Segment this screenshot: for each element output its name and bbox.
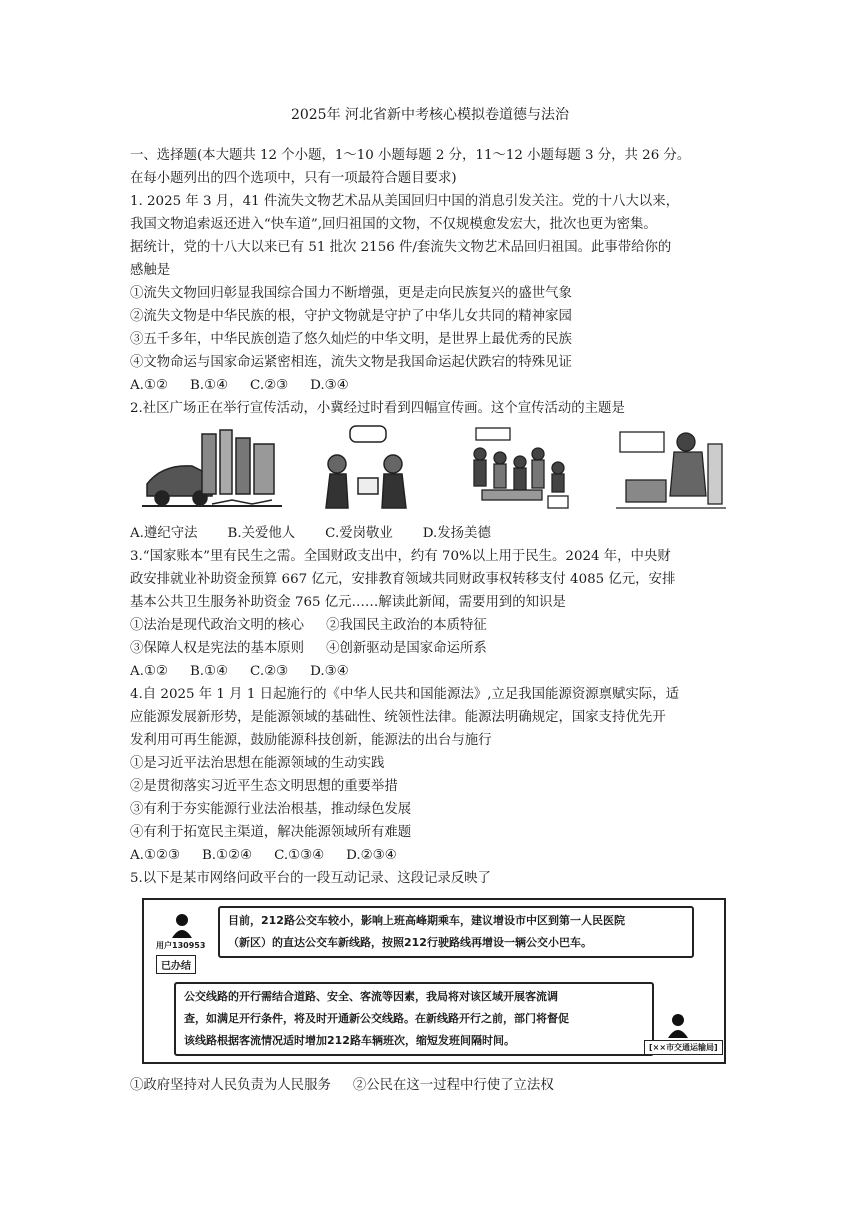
q4-stem-line: 4.自 2025 年 1 月 1 日起施行的《中华人民共和国能源法》,立足我国能源资源禀赋实际，适	[130, 687, 679, 702]
handshake-picture	[320, 424, 420, 512]
q1-stem-line: 我国文物追索返还进入“快车道”,回归祖国的文物，不仅规模愈发宏大，批次也更为密集。	[130, 217, 657, 232]
q4-stem-line: 发利用可再生能源，鼓励能源科技创新，能源法的出台与施行	[130, 733, 492, 748]
q3-option-b[interactable]: B.①④	[189, 664, 229, 679]
lab-picture	[616, 424, 726, 512]
q3-items-row	[130, 614, 730, 637]
q1-item: ①流失文物回归彰显我国综合国力不断增强，更是走向民族复兴的盛世气象	[130, 286, 572, 301]
q3-item: ①法治是现代政治文明的核心	[130, 618, 305, 633]
q2-option-a[interactable]: A.遵纪守法	[130, 526, 198, 541]
q3-item: ③保障人权是宪法的基本原则	[130, 641, 305, 656]
q4-item: ③有利于夯实能源行业法治根基，推动绿色发展	[130, 802, 412, 817]
interaction-record-panel	[142, 898, 726, 1064]
section-heading: 一、选择题(本大题共 12 个小题，1～10 小题每题 2 分，11～12 小题每题 3 分，共 26 分。	[130, 148, 691, 163]
q1-item: ②流失文物是中华民族的根，守护文物就是守护了中华儿女共同的精神家园	[130, 309, 572, 324]
q2-options	[130, 522, 730, 545]
q1-option-c[interactable]: C.②③	[250, 378, 289, 393]
q2-pictures	[130, 424, 730, 514]
q3-stem-line: 政安排就业补助资金预算 667 亿元，安排教育领域共同财政事权转移支付 4085 亿元，安排	[130, 572, 676, 587]
q5-items-row	[130, 1074, 730, 1097]
q4-option-b[interactable]: B.①②④	[201, 848, 253, 863]
user-message-line: 目前，212路公交车较小，影响上班高峰期乘车，建议增设市中区到第一人民医院	[228, 914, 625, 927]
q4-option-a[interactable]: A.①②③	[130, 848, 180, 863]
user-id-label: 用户130953	[156, 941, 206, 950]
reply-message-line: 该线路根据客流情况适时增加212路车辆班次，缩短发班间隔时间。	[184, 1034, 515, 1047]
q2-option-d[interactable]: D.发扬美德	[422, 526, 491, 541]
q3-options	[130, 660, 730, 683]
section-instructions: 在每小题列出的四个选项中，只有一项最符合题目要求)	[130, 171, 457, 186]
q5-item: ①政府坚持对人民负责为人民服务	[130, 1078, 331, 1093]
q2-stem: 2.社区广场正在举行宣传活动，小冀经过时看到四幅宣传画。这个宣传活动的主题是	[130, 401, 625, 416]
question-2	[130, 397, 730, 545]
q3-items-row	[130, 637, 730, 660]
q1-stem-line: 据统计，党的十八大以来已有 51 批次 2156 件/套流失文物艺术品回归祖国。此事带给你的	[130, 240, 672, 255]
q4-option-d[interactable]: D.②③④	[346, 848, 397, 863]
q1-stem-line: 1. 2025 年 3 月，41 件流失文物艺术品从美国回归中国的消息引发关注。党的十八大以来，	[130, 194, 679, 209]
q3-stem-line: 基本公共卫生服务补助资金 765 亿元……解读此新闻，需要用到的知识是	[130, 595, 566, 610]
q1-option-d[interactable]: D.③④	[310, 378, 349, 393]
q1-item: ③五千多年，中华民族创造了悠久灿烂的中华文明，是世界上最优秀的民族	[130, 332, 572, 347]
crowd-picture	[466, 424, 576, 512]
street-scene-picture	[142, 424, 282, 512]
q5-item: ②公民在这一过程中行使了立法权	[352, 1078, 554, 1093]
done-status-tag: 已办结	[156, 955, 196, 974]
q4-item: ②是贯彻落实习近平生态文明思想的重要举措	[130, 779, 398, 794]
exam-page	[130, 104, 730, 890]
q3-option-c[interactable]: C.②③	[250, 664, 289, 679]
bureau-label: [××市交通运输局]	[644, 1040, 723, 1055]
q3-item: ②我国民主政治的本质特征	[326, 618, 487, 633]
reply-message-line: 查，如满足开行条件，将及时开通新公交线路。在新线路开行之前，部门将督促	[184, 1012, 569, 1025]
reply-message-bubble	[174, 982, 654, 1056]
question-4	[130, 683, 730, 867]
q1-option-a[interactable]: A.①②	[130, 378, 168, 393]
q2-option-b[interactable]: B.关爱他人	[227, 526, 296, 541]
q3-option-a[interactable]: A.①②	[130, 664, 168, 679]
q4-stem-line: 应能源发展新形势，是能源领域的基础性、统领性法律。能源法明确规定，国家支持优先开	[130, 710, 666, 725]
bureau-avatar-icon	[666, 1012, 690, 1038]
q4-options	[130, 844, 730, 867]
q1-options	[130, 374, 730, 397]
question-1	[130, 190, 730, 397]
question-5	[130, 867, 730, 890]
q4-item: ①是习近平法治思想在能源领域的生动实践	[130, 756, 385, 771]
q1-item: ④文物命运与国家命运紧密相连，流失文物是我国命运起伏跌宕的特殊见证	[130, 355, 572, 370]
question-3	[130, 545, 730, 683]
page-title: 2025年 河北省新中考核心模拟卷道德与法治	[290, 107, 570, 123]
user-message-bubble	[218, 906, 694, 958]
q3-item: ④创新驱动是国家命运所系	[326, 641, 487, 656]
user-avatar-icon	[170, 912, 194, 938]
q1-option-b[interactable]: B.①④	[189, 378, 229, 393]
reply-message-line: 公交线路的开行需结合道路、安全、客流等因素，我局将对该区域开展客流调	[184, 990, 558, 1003]
q3-stem-line: 3.“国家账本”里有民生之需。全国财政支出中，约有 70%以上用于民生。2024 年，中央财	[130, 549, 671, 564]
q5-stem: 5.以下是某市网络问政平台的一段互动记录、这段记录反映了	[130, 871, 491, 886]
q2-option-c[interactable]: C.爱岗敬业	[325, 526, 393, 541]
q4-option-c[interactable]: C.①③④	[274, 848, 325, 863]
q3-option-d[interactable]: D.③④	[310, 664, 349, 679]
user-message-line: （新区）的直达公交车新线路，按照212行驶路线再增设一辆公交小巴车。	[228, 936, 592, 949]
q4-item: ④有利于拓宽民主渠道，解决能源领域所有难题	[130, 825, 412, 840]
q1-stem-line: 感触是	[130, 263, 171, 278]
